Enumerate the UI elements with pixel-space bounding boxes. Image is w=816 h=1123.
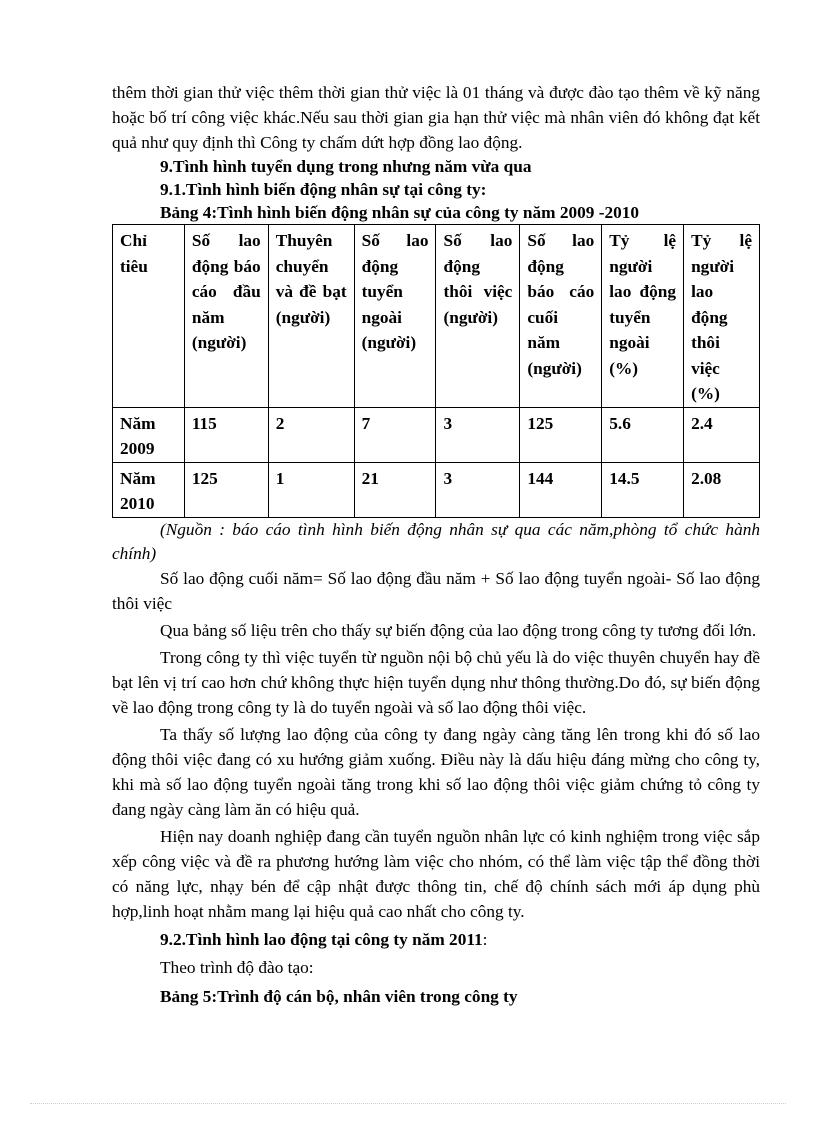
table-cell: 14.5 — [602, 462, 684, 517]
table-cell: 7 — [354, 407, 436, 462]
row-label-cell: Năm 2009 — [113, 407, 185, 462]
table-header-row — [113, 225, 760, 408]
body-paragraph: Trong công ty thì việc tuyển từ nguồn nội bộ chủ yếu là do việc thuyên chuyển hay đề bạt lên vị trí cao hơn chứ không thực hiện tuyển dụng như thông thường.Do đó, sự biến động về lao động trong công ty là do tuyển ngoài và số lao động thôi việc. — [112, 647, 760, 717]
table-cell: 2.08 — [684, 462, 760, 517]
section-9-2-heading — [112, 927, 760, 952]
table-cell: 2 — [268, 407, 354, 462]
section-9-heading: 9.Tình hình tuyển dụng trong nhưng năm vừa qua — [160, 157, 532, 176]
header-cell: Tỷ lệ người lao động thôi việc (%) — [684, 225, 760, 408]
table-cell: 3 — [436, 407, 520, 462]
document-page — [112, 80, 760, 1008]
section-9-2-title: 9.2.Tình hình lao động tại công ty năm 2011 — [160, 929, 483, 949]
table-cell: 2.4 — [684, 407, 760, 462]
intro-paragraph: thêm thời gian thử việc thêm thời gian thử việc là 01 tháng và được đào tạo thêm về kỹ năng hoặc bố trí công việc khác.Nếu sau thời gian gia hạn thử việc mà nhân viên đó không đạt kết quả như quy định thì Công ty chấm dứt hợp đồng lao động. — [112, 83, 760, 152]
table-5-caption: Bảng 5:Trình độ cán bộ, nhân viên trong công ty — [160, 986, 518, 1006]
header-cell: Chỉ tiêu — [113, 225, 185, 408]
row-label-cell: Năm 2010 — [113, 462, 185, 517]
header-cell: Số lao động báo cáo cuối năm (người) — [520, 225, 602, 408]
table-4 — [112, 224, 760, 518]
footer-divider — [30, 1103, 786, 1104]
body-paragraph: Hiện nay doanh nghiệp đang cần tuyển nguồn nhân lực có kinh nghiệm trong việc sắp xếp công việc và đề ra phương hướng làm việc cho nhóm, có thể làm việc tập thể đồng thời có năng lực, nhạy bén để cập nhật được thông tin, chế độ chính sách mới áp dụng phù hợp,linh hoạt nhằm mang lại hiệu quả cao nhất cho công ty. — [112, 826, 760, 921]
table-cell: 125 — [184, 462, 268, 517]
table-4-caption: Bảng 4:Tình hình biến động nhân sự của công ty năm 2009 -2010 — [160, 203, 640, 222]
table-cell: 144 — [520, 462, 602, 517]
header-cell: Số lao động tuyển ngoài (người) — [354, 225, 436, 408]
table-cell: 3 — [436, 462, 520, 517]
table-cell: 115 — [184, 407, 268, 462]
training-line: Theo trình độ đào tạo: — [160, 957, 314, 977]
table-source-note: (Nguồn : báo cáo tình hình biến động nhân sự qua các năm,phòng tổ chức hành chính) — [112, 519, 760, 563]
body-paragraph: Ta thấy số lượng lao động của công ty đang ngày càng tăng lên trong khi đó số lao động thôi việc đang có xu hướng giảm xuống. Điều này là dấu hiệu đáng mừng cho công ty, khi mà số lao động tuyển ngoài tăng trong khi số lao động thôi việc giảm chứng tỏ công ty đang ngày càng làm ăn có hiệu quả. — [112, 724, 760, 819]
table-cell: 1 — [268, 462, 354, 517]
body-paragraph: Qua bảng số liệu trên cho thấy sự biến động của lao động trong công ty tương đối lớn. — [160, 620, 757, 640]
header-cell: Số lao động báo cáo đầu năm (người) — [184, 225, 268, 408]
table-row — [113, 462, 760, 517]
table-cell: 125 — [520, 407, 602, 462]
table-cell: 5.6 — [602, 407, 684, 462]
section-9-2-colon: : — [482, 929, 488, 949]
section-9-1-heading: 9.1.Tình hình biến động nhân sự tại công ty: — [160, 180, 487, 199]
formula-text: Số lao động cuối năm= Số lao động đầu năm + Số lao động tuyển ngoài- Số lao động thôi việc — [112, 568, 760, 613]
header-cell: Tỷ lệ người lao động tuyển ngoài (%) — [602, 225, 684, 408]
header-cell: Thuyên chuyển và đề bạt (người) — [268, 225, 354, 408]
table-cell: 21 — [354, 462, 436, 517]
table-row — [113, 407, 760, 462]
header-cell: Số lao động thôi việc (người) — [436, 225, 520, 408]
